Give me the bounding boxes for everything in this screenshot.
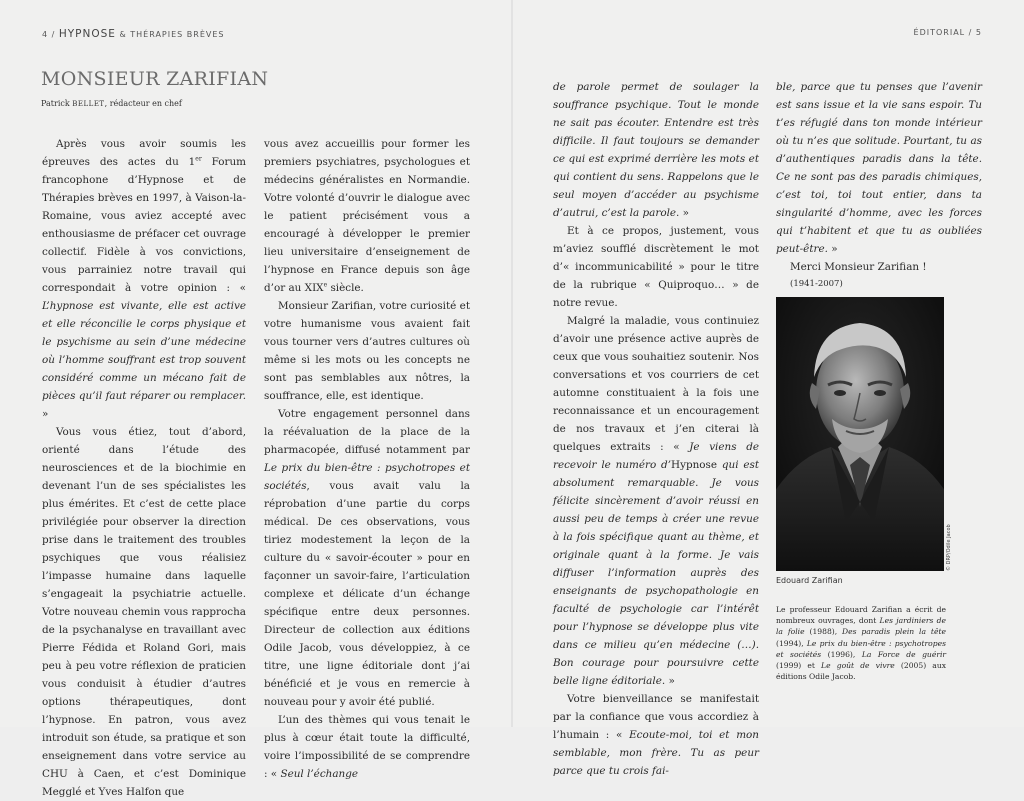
text: , vous avait valu la réprobation d’une partie du corps médical. De ces observations, vous tiriez modestement la leçon de la culture du « savoir-écouter » pour en façonner un savoir-faire, l’articulation complexe et délicate d’un échange spécifique entre deux personnes. Directeur de collection aux éditions Odile Jacob, vous développiez, à ce titre, une ligne éditoriale dont j’ai bénéficié et je vous en remercie à nouveau pour y avoir été publié. (264, 480, 470, 708)
portrait-illustration (776, 297, 944, 571)
article-title: MONSIEUR ZARIFIAN (41, 68, 269, 90)
text: Le professeur Edouard Zarifian a écrit de nombreux ouvrages, dont (776, 605, 946, 626)
book-title: Les jardiniers de la folie (776, 616, 946, 637)
text: (1999) et (776, 661, 822, 671)
paragraph (42, 135, 246, 423)
quote: Je viens de recevoir le numéro d’ (553, 441, 759, 471)
text: siècle. (327, 282, 364, 294)
book-title: Le goût de vivre (821, 661, 895, 671)
quote: Ecoute-moi, toi et mon semblable, mon frère. Tu as peur parce que tu crois fai- (553, 729, 759, 777)
text: vous avez accueillis pour former les premiers psychiatres, psychologues et médecins généralistes en Normandie. Votre volonté d’ouvrir le dialogue avec le patient précisément vous a encouragé à développer le premier lieu universitaire d’enseignement de l’hypnose en France depuis son âge d’or au XIX (264, 138, 470, 294)
right-page-number: 5 (975, 28, 982, 37)
author-role: , rédacteur en chef (104, 99, 182, 108)
quote: L’hypnose est vivante, elle est active et elle réconcilie le corps physique et le psychisme au sein d’une médecine où l’homme souffrant est trop souvent considéré comme un mécano fait de pièces qu’il faut réparer ou remplacer. (42, 300, 246, 402)
text: » (42, 408, 49, 420)
paragraph: Monsieur Zarifian, votre curiosité et votre humanisme vous avaient fait vous tourner vers d’autres cultures où même si les mots ou les concepts ne sont pas semblables aux nôtres, la souffrance, elle, est identique. (264, 300, 470, 402)
text: (1996), (821, 649, 862, 659)
paragraph: Vous vous étiez, tout d’abord, orienté dans l’étude des neurosciences et de la biochimie en devenant l’un de ses spécialistes les plus émérites. Et c’est de cette place privilégiée pour observer la direction prise dans le traitement des troubles psychiques que vous réalisiez l’impasse humaine dans laquelle s’engageait la psychiatrie actuelle. Votre nouveau chemin vous rapprocha de la psychanalyse en travaillant avec Pierre Fédida et Roland Gori, mais peu à peu votre réflexion de praticien vous conduisit à étudier d’autres options thérapeutiques, dont l’hypnose. En patron, vous avez introduit son étude, sa pratique et son enseignement dans votre service au CHU à Caen, et c’est Dominique Megglé et Yves Halfon que (42, 426, 246, 798)
text: » (665, 675, 675, 687)
column-1 (42, 135, 246, 801)
column-3 (553, 78, 759, 780)
portrait-photo (776, 297, 944, 571)
text: » (827, 243, 838, 255)
quote: qui est absolument remarquable. Je vous félicite sincèrement d’avoir réussi en aussi peu de temps à créer une revue à la fois spécifique quant au thème, et originale quant à la forme. Je vais diffuser l’information auprès des enseignants de psychopathologie en faculté de psychologie car l’intérêt pour l’hypnose se développe plus vite dans ce milieu qu’en médecine (…). Bon courage pour poursuivre cette belle ligne éditoriale. (553, 459, 759, 687)
photo-caption: Edouard Zarifian (776, 576, 843, 585)
page-gutter (511, 0, 513, 727)
paragraph (264, 711, 470, 783)
byline (41, 99, 182, 108)
paragraph (776, 78, 982, 258)
quote: de parole permet de soulager la souffrance psychique. Tout le monde ne sait pas écouter. Entendre est très difficile. Il faut toujours se demander ce qui est exprimé derrière les mots et qui contient du sens. Rappelons que le seul moyen d’accéder au psychisme d’autrui, c’est la parole. (553, 81, 759, 219)
book-title: Le prix du bien-être : psychotropes et sociétés (264, 462, 470, 492)
superscript: e (323, 281, 328, 289)
paragraph (553, 690, 759, 780)
photo-credit: © DRP/Odile Jacob (946, 524, 952, 571)
text: Votre engagement personnel dans la réévaluation de la place de la pharmacopée, diffusé notamment par (264, 408, 470, 456)
text: Forum francophone d’Hypnose et de Thérapies brèves en 1997, à Vaison-la-Romaine, vous aviez accepté avec enthousiasme de préfacer cet ouvrage collectif. Fidèle à vos convictions, vous parrainiez notre travail qui correspondait à votre opinion : « (42, 156, 246, 294)
column-2 (264, 135, 470, 783)
paragraph (553, 312, 759, 690)
right-section: ÉDITORIAL (913, 28, 966, 37)
bio-note (776, 604, 946, 682)
paragraph (264, 135, 470, 297)
author-last: BELLET (72, 100, 105, 108)
text: L’un des thèmes qui vous tenait le plus à cœur était toute la difficulté, voire l’impossibilité de se comprendre : « (264, 714, 470, 780)
left-section-main: HYPNOSE (58, 28, 116, 40)
book-title: Le prix du bien-être : psychotropes et sociétés (776, 638, 946, 659)
superscript: er (195, 155, 202, 163)
quote: ble, parce que tu penses que l’avenir est sans issue et la vie sans espoir. Tu t’es réfugié dans ton monde intérieur où tu n’es que solitude. Pourtant, tu as d’authentiques paradis dans la tête. Ce ne sont pas des paradis chimiques, c’est toi, toi tout entier, dans ta singularité d’homme, avec les forces qui t’habitent et que tu as oubliées peut-être. (776, 81, 982, 255)
text: Votre bienveillance se manifestait par la confiance que vous accordiez à l’humain : « (553, 693, 759, 741)
closing-thanks: Merci Monsieur Zarifian ! (790, 261, 927, 273)
paragraph: Et à ce propos, justement, vous m’aviez soufflé discrètement le mot d’« incommunicabilité » pour le titre de la rubrique « Quiproquo… » de notre revue. (553, 225, 759, 309)
right-running-header: ÉDITORIAL / 5 (913, 28, 982, 37)
book-title: La Force de guérir (861, 649, 947, 659)
text: (2005) aux éditions Odile Jacob. (776, 661, 947, 682)
book-title: Des paradis plein la tête (842, 627, 946, 637)
column-4 (776, 78, 982, 292)
left-section-sub: & THÉRAPIES BRÈVES (119, 30, 225, 39)
text: Après vous avoir soumis les épreuves des actes du 1 (42, 138, 246, 168)
quote: Seul l’échange (280, 768, 359, 780)
left-running-header: 4 / HYPNOSE & THÉRAPIES BRÈVES (42, 28, 225, 40)
text: (1994), (776, 638, 807, 648)
text: » (679, 207, 690, 219)
paragraph (264, 405, 470, 711)
text: (1988), (804, 627, 843, 637)
left-page-number: 4 (42, 30, 49, 39)
author-first: Patrick (41, 99, 70, 108)
text: Malgré la maladie, vous continuiez d’avoir une présence active auprès de ceux que vous souhaitiez soutenir. Nos conversations et vos courriers de cet automne constituaient à la fois une reconnaissance et un encouragement de nos travaux et j’en citerai là quelques extraits : « (553, 315, 759, 453)
paragraph (553, 78, 759, 222)
life-dates: (1941-2007) (790, 279, 843, 289)
text: Hypnose (671, 459, 718, 471)
